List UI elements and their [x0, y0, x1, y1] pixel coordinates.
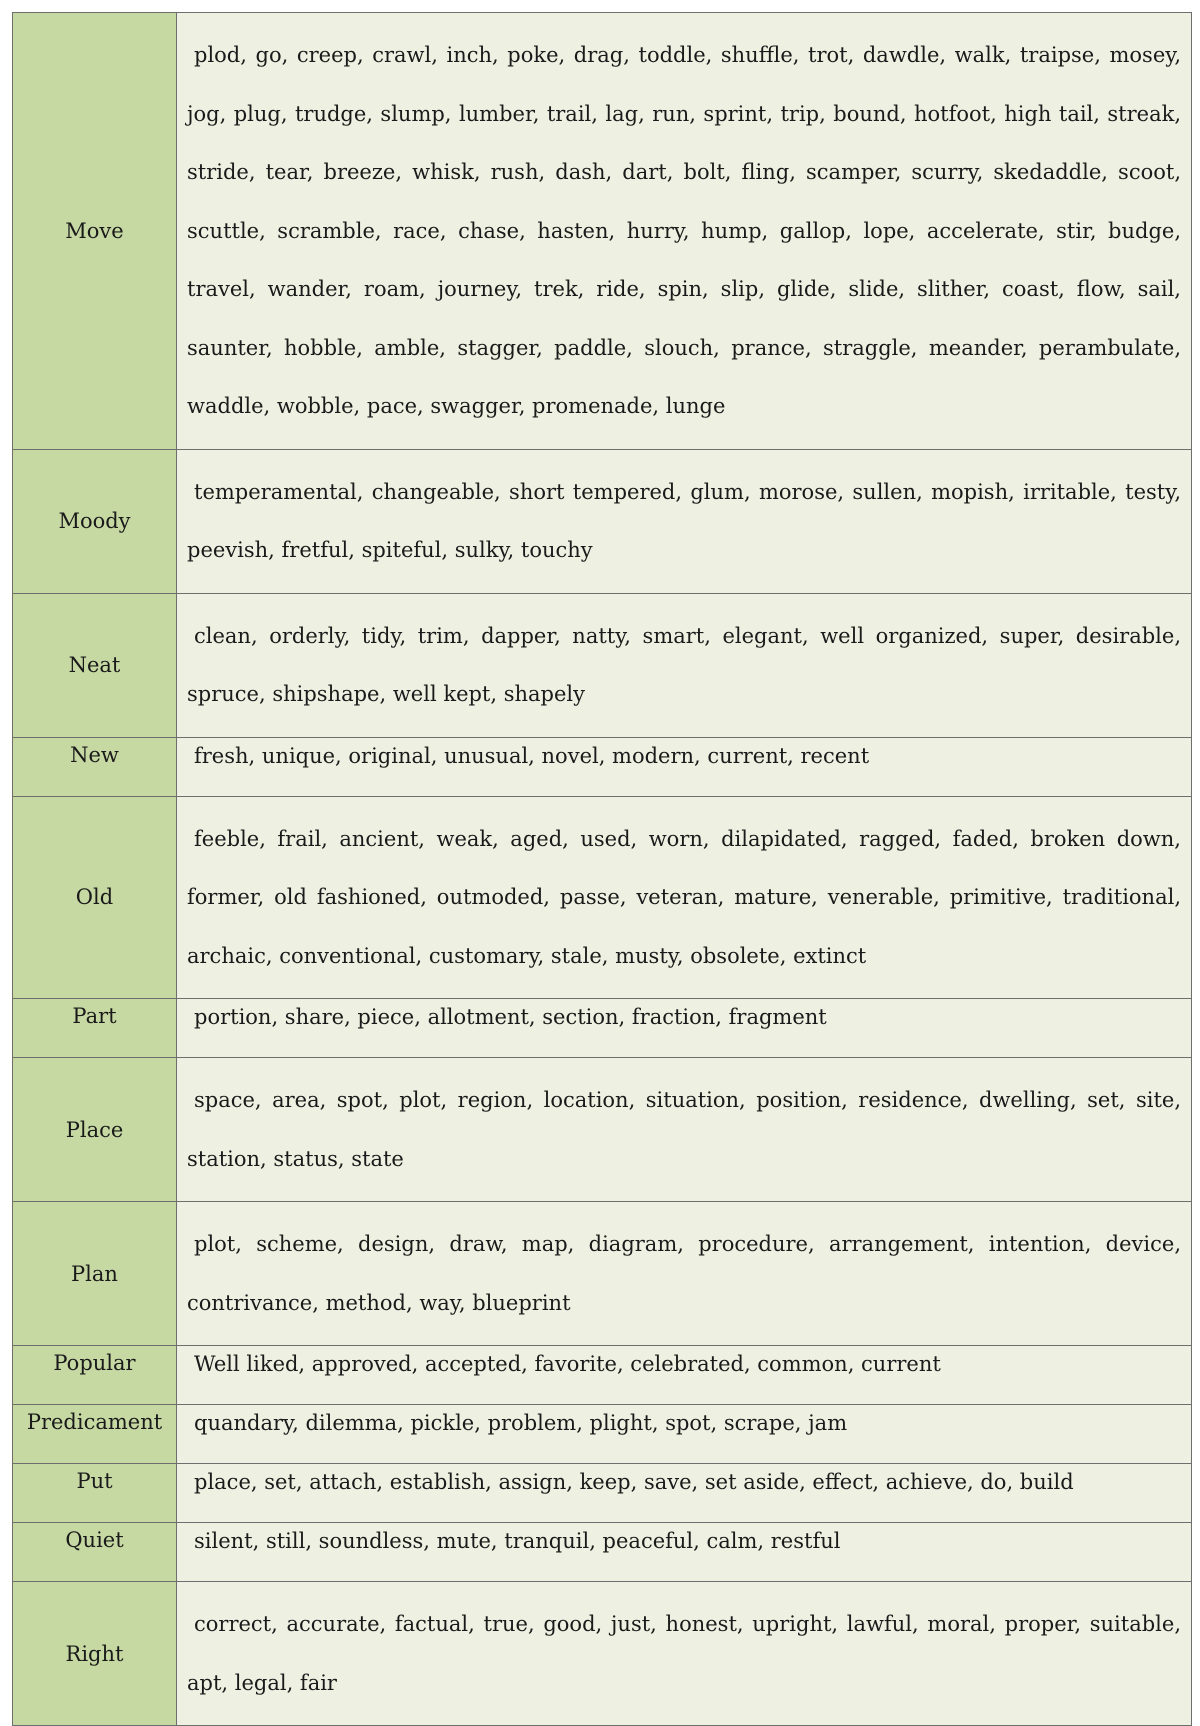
table-row — [13, 593, 1192, 737]
word-cell: Place — [13, 1058, 177, 1202]
table-row — [13, 1582, 1192, 1726]
synonyms-cell: plot, scheme, design, draw, map, diagram, procedure, arrangement, intention, device, contrivance, method, way, blueprint — [177, 1202, 1192, 1346]
word-cell: Predicament — [13, 1405, 177, 1464]
word-cell: Popular — [13, 1346, 177, 1405]
table-row — [13, 1464, 1192, 1523]
word-cell: Old — [13, 796, 177, 999]
synonyms-cell: quandary, dilemma, pickle, problem, plight, spot, scrape, jam — [177, 1405, 1192, 1464]
word-cell: Plan — [13, 1202, 177, 1346]
table-row — [13, 737, 1192, 796]
word-cell: Move — [13, 13, 177, 450]
table-row — [13, 1405, 1192, 1464]
synonyms-cell: Well liked, approved, accepted, favorite, celebrated, common, current — [177, 1346, 1192, 1405]
word-cell: Moody — [13, 449, 177, 593]
table-row — [13, 796, 1192, 999]
synonyms-cell: feeble, frail, ancient, weak, aged, used, worn, dilapidated, ragged, faded, broken down, former, old fashioned, outmoded, passe, veteran, mature, venerable, primitive, traditional, archaic, conventional, customary, stale, musty, obsolete, extinct — [177, 796, 1192, 999]
synonyms-cell: clean, orderly, tidy, trim, dapper, natty, smart, elegant, well organized, super, desirable, spruce, shipshape, well kept, shapely — [177, 593, 1192, 737]
word-cell: Neat — [13, 593, 177, 737]
table-row — [13, 449, 1192, 593]
synonyms-cell: correct, accurate, factual, true, good, just, honest, upright, lawful, moral, proper, suitable, apt, legal, fair — [177, 1582, 1192, 1726]
table-row — [13, 1058, 1192, 1202]
synonyms-cell: silent, still, soundless, mute, tranquil, peaceful, calm, restful — [177, 1523, 1192, 1582]
word-cell: New — [13, 737, 177, 796]
table-row — [13, 1346, 1192, 1405]
word-cell: Part — [13, 999, 177, 1058]
table-row — [13, 999, 1192, 1058]
table-row — [13, 1523, 1192, 1582]
synonyms-cell: space, area, spot, plot, region, location, situation, position, residence, dwelling, set, site, station, status, state — [177, 1058, 1192, 1202]
table-row — [13, 13, 1192, 450]
synonyms-cell: temperamental, changeable, short tempered, glum, morose, sullen, mopish, irritable, testy, peevish, fretful, spiteful, sulky, touchy — [177, 449, 1192, 593]
synonyms-cell: fresh, unique, original, unusual, novel, modern, current, recent — [177, 737, 1192, 796]
synonym-table — [12, 12, 1192, 1726]
synonyms-cell: portion, share, piece, allotment, section, fraction, fragment — [177, 999, 1192, 1058]
word-cell: Quiet — [13, 1523, 177, 1582]
synonyms-cell: place, set, attach, establish, assign, keep, save, set aside, effect, achieve, do, build — [177, 1464, 1192, 1523]
synonyms-cell: plod, go, creep, crawl, inch, poke, drag, toddle, shuffle, trot, dawdle, walk, traipse, mosey, jog, plug, trudge, slump, lumber, trail, lag, run, sprint, trip, bound, hotfoot, high tail, streak, stride, tear, breeze, whisk, rush, dash, dart, bolt, fling, scamper, scurry, skedaddle, scoot, scuttle, scramble, race, chase, hasten, hurry, hump, gallop, lope, accelerate, stir, budge, travel, wander, roam, journey, trek, ride, spin, slip, glide, slide, slither, coast, flow, sail, saunter, hobble, amble, stagger, paddle, slouch, prance, straggle, meander, perambulate, waddle, wobble, pace, swagger, promenade, lunge — [177, 13, 1192, 450]
table-row — [13, 1202, 1192, 1346]
word-cell: Right — [13, 1582, 177, 1726]
word-cell: Put — [13, 1464, 177, 1523]
